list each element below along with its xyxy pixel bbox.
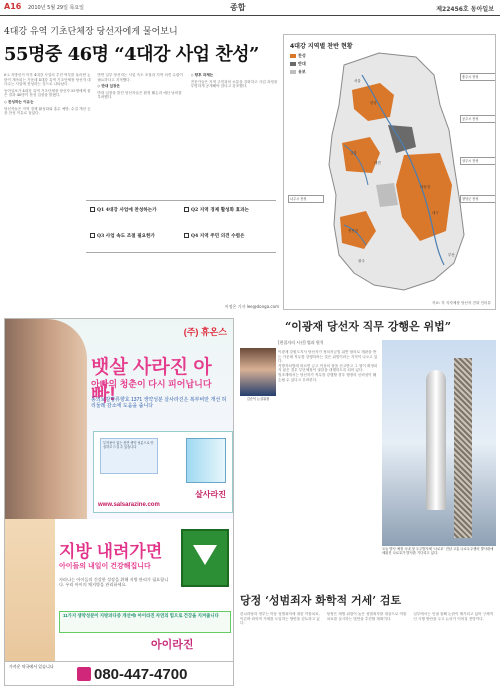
legend-item: 유보 [290, 69, 306, 75]
rocket-icon [426, 370, 446, 510]
map-label: 부산 [448, 253, 455, 257]
phone-icon [77, 667, 91, 681]
article-paragraph: 당선자들은 지역 경제 활성화와 홍수 예방, 수질 개선 등을 찬성 이유로 꼽았다. [4, 106, 91, 116]
question-item: Q2 지역 경제 활성화 효과는 [184, 207, 276, 219]
rocket-photo [382, 340, 496, 546]
checkbox-icon [184, 233, 189, 238]
ad-headline: 지방 내려가면 [59, 542, 163, 561]
article-subhead: ◇ 찬성하는 이유는 [4, 99, 34, 104]
model-photo [5, 319, 87, 519]
issue-date: 2010년 5월 29일 목요일 [28, 5, 85, 11]
photo-caption: 오늘 발사 예정 국내 첫 우주발사체 ‘나로호’ 전남 고흥 나로우주센터 발사대에 세워진 나로호가 발사를 기다리고 있다. [382, 547, 494, 556]
product-box [93, 431, 233, 513]
product-url[interactable]: www.salsarazine.com [98, 502, 160, 508]
masthead [0, 0, 500, 16]
article-headline: 55명중 46명 “4대강 사업 찬성” [4, 44, 259, 65]
ad-brand-name: 아이라진 [151, 639, 194, 651]
launch-tower [454, 358, 472, 538]
map-label: 광주 [358, 259, 365, 263]
map-label: 대구 [432, 211, 439, 215]
map-callout: 나주시 찬성 [288, 195, 324, 203]
article-body [4, 73, 279, 310]
author-photo [240, 348, 276, 396]
map-callout: 공주시 찬성 [460, 115, 496, 123]
children-photo [5, 519, 55, 679]
article-column-1 [4, 73, 92, 310]
ad-brand-logo: (주) 휴온스 [183, 327, 227, 337]
bottom-article-body [240, 612, 496, 687]
article-subhead: ◇ 향후 과제는 [190, 73, 214, 77]
map-label: 대전 [374, 161, 381, 165]
section-title: 종합 [230, 3, 246, 12]
article-byline: 이정은 기자 lee@donga.com [224, 304, 279, 309]
bottom-paragraph: 당정은 재범 위험이 높은 성범죄자를 대상으로 약물치료를 실시하는 법안을 추진할 계획이다. [326, 612, 407, 621]
article-paragraph: 반면 일부 당선자는 사업 속도 조절과 지역 의견 수렴이 필요하다고 지적했다. [97, 73, 183, 82]
question-item: Q1 4대강 사업에 찬성하는가 [90, 207, 182, 219]
column-paragraph: 법조계에서는 당선자가 직무를 강행할 경우 행정의 신뢰성이 훼손될 수 있다고 우려한다. [278, 372, 377, 382]
advertisement[interactable] [4, 318, 234, 686]
checkbox-icon [90, 233, 95, 238]
map-callout: 창녕군 찬성 [460, 195, 496, 203]
ad-iarazin[interactable] [5, 519, 234, 686]
map-source-note: 자료: 각 지자체장 당선자 전화 인터뷰 [432, 301, 491, 305]
article-paragraph: 6·2 지방선거 이후 4대강 사업의 추진 여부를 둘러싼 논란이 계속되는 가운데 4대강 유역 기초단체장 당선자 대다수는 사업에 찬성하는 것으로 나타났다. [4, 73, 91, 87]
article-column-3 [191, 73, 279, 310]
article-paragraph: 전문가들은 지역 주민과의 소통을 강화하고 사업 과정을 투명하게 공개해야 한다고 강조했다. [190, 79, 278, 89]
ad-subheadline: 아이들의 내일이 건강해집니다 [59, 563, 151, 570]
map-label: 영산강 [348, 229, 359, 233]
product-container-icon [186, 438, 226, 483]
ad-footer [5, 661, 234, 686]
map-callout: 충주시 찬성 [460, 73, 496, 81]
map-label: 금강 [350, 151, 357, 155]
product-name: 살사라진 [195, 490, 226, 499]
question-box [86, 200, 276, 253]
map-label: 서울 [354, 79, 361, 83]
map-label: 한강 [370, 101, 377, 105]
opinion-column [240, 340, 496, 587]
article-kicker: 4대강 유역 기초단체장 당선자에게 물어보니 [4, 27, 178, 37]
product-package: 부작용이 없는 천연 생약 성분으로 안심하고 드실 수 있습니다 [100, 438, 158, 474]
page-number: A16 [4, 2, 22, 11]
ad-headline: 뱃살 사라진 아빠! [91, 357, 212, 405]
map-callout: 상주시 찬성 [460, 157, 496, 165]
ad-body-text: 자라나는 아이들의 건강한 성장을 위해 지방 관리가 필요합니다. 우리 아이의 체지방을 관리하세요. [59, 577, 169, 588]
author-name: 김순덕 논설위원 [246, 397, 270, 401]
column-subtitle: [편집자의 시선] 법과 원칙 [278, 340, 324, 345]
ad-banner: 11가지 생약성분이 지방과다증 개선에! 아이라진 자연의 힘으로 건강을 지켜줍니다 [59, 611, 231, 633]
article-column-2 [97, 73, 185, 310]
article-paragraph: 반대 입장을 밝힌 당선자들은 환경 훼손과 예산 낭비를 우려했다. [97, 90, 182, 100]
ad-subheadline: 아빠의 청춘이 다시 피어납니다 [91, 379, 212, 389]
map-infographic [283, 34, 496, 310]
checkbox-icon [184, 207, 189, 212]
column-body [278, 350, 378, 586]
down-arrow-icon [181, 529, 229, 587]
column-headline: “이광재 당선자 직무 강행은 위법” [284, 320, 452, 333]
legend-item: 반대 [290, 61, 306, 67]
article-subhead: ◇ 반대 입장은 [97, 84, 120, 89]
bottom-article-headline: 당정 ‘성범죄자 화학적 거세’ 검토 [240, 594, 402, 607]
ad-body-text: 동의보감방류향효 1371 생약성분 살사라진은 복부비만 개선 허리둘레 감소에 도움을 줍니다 [91, 397, 227, 410]
bottom-paragraph: 한나라당과 정부는 아동 성범죄자에 대한 약물치료, 이른바 화학적 거세를 도입하는 방안을 검토하고 있다. [240, 612, 320, 626]
paper-name: 제22456호 동아일보 [436, 6, 494, 13]
article-paragraph: 동아일보가 4대강 유역 기초단체장 당선자 55명에게 물은 결과 46명이 찬성 입장을 밝혔다. [4, 88, 91, 98]
ad-footnote: 가까운 약국에서 있습니다 [9, 664, 54, 669]
legend-item: 찬성 [290, 53, 306, 59]
ad-phone-number[interactable]: 080-447-4700 [77, 666, 187, 683]
map-title: 4대강 지역별 찬반 현황 [290, 43, 353, 50]
bottom-paragraph: 일부에서는 인권 침해 논란이 제기되고 있어 구체적인 시행 방안을 두고 논의가 이어질 전망이다. [413, 612, 494, 621]
question-item: Q4 지역 주민 의견 수렴은 [184, 233, 276, 245]
checkbox-icon [90, 207, 95, 212]
ad-salsarazine[interactable] [5, 319, 234, 519]
column-paragraph: 이광재 강원도지사 당선자가 정치자금법 위반 혐의로 재판을 받는 가운데 직무를 강행하려는 것은 위법이라는 지적이 나오고 있다. [278, 350, 378, 364]
question-item: Q3 사업 속도 조절 필요한가 [90, 233, 182, 245]
map-label: 낙동강 [420, 185, 431, 189]
column-paragraph: 지방자치법에 따르면 금고 이상의 형을 선고받고 그 형이 확정되지 않은 경우 부단체장이 권한을 대행하도록 되어 있다. [278, 363, 378, 373]
